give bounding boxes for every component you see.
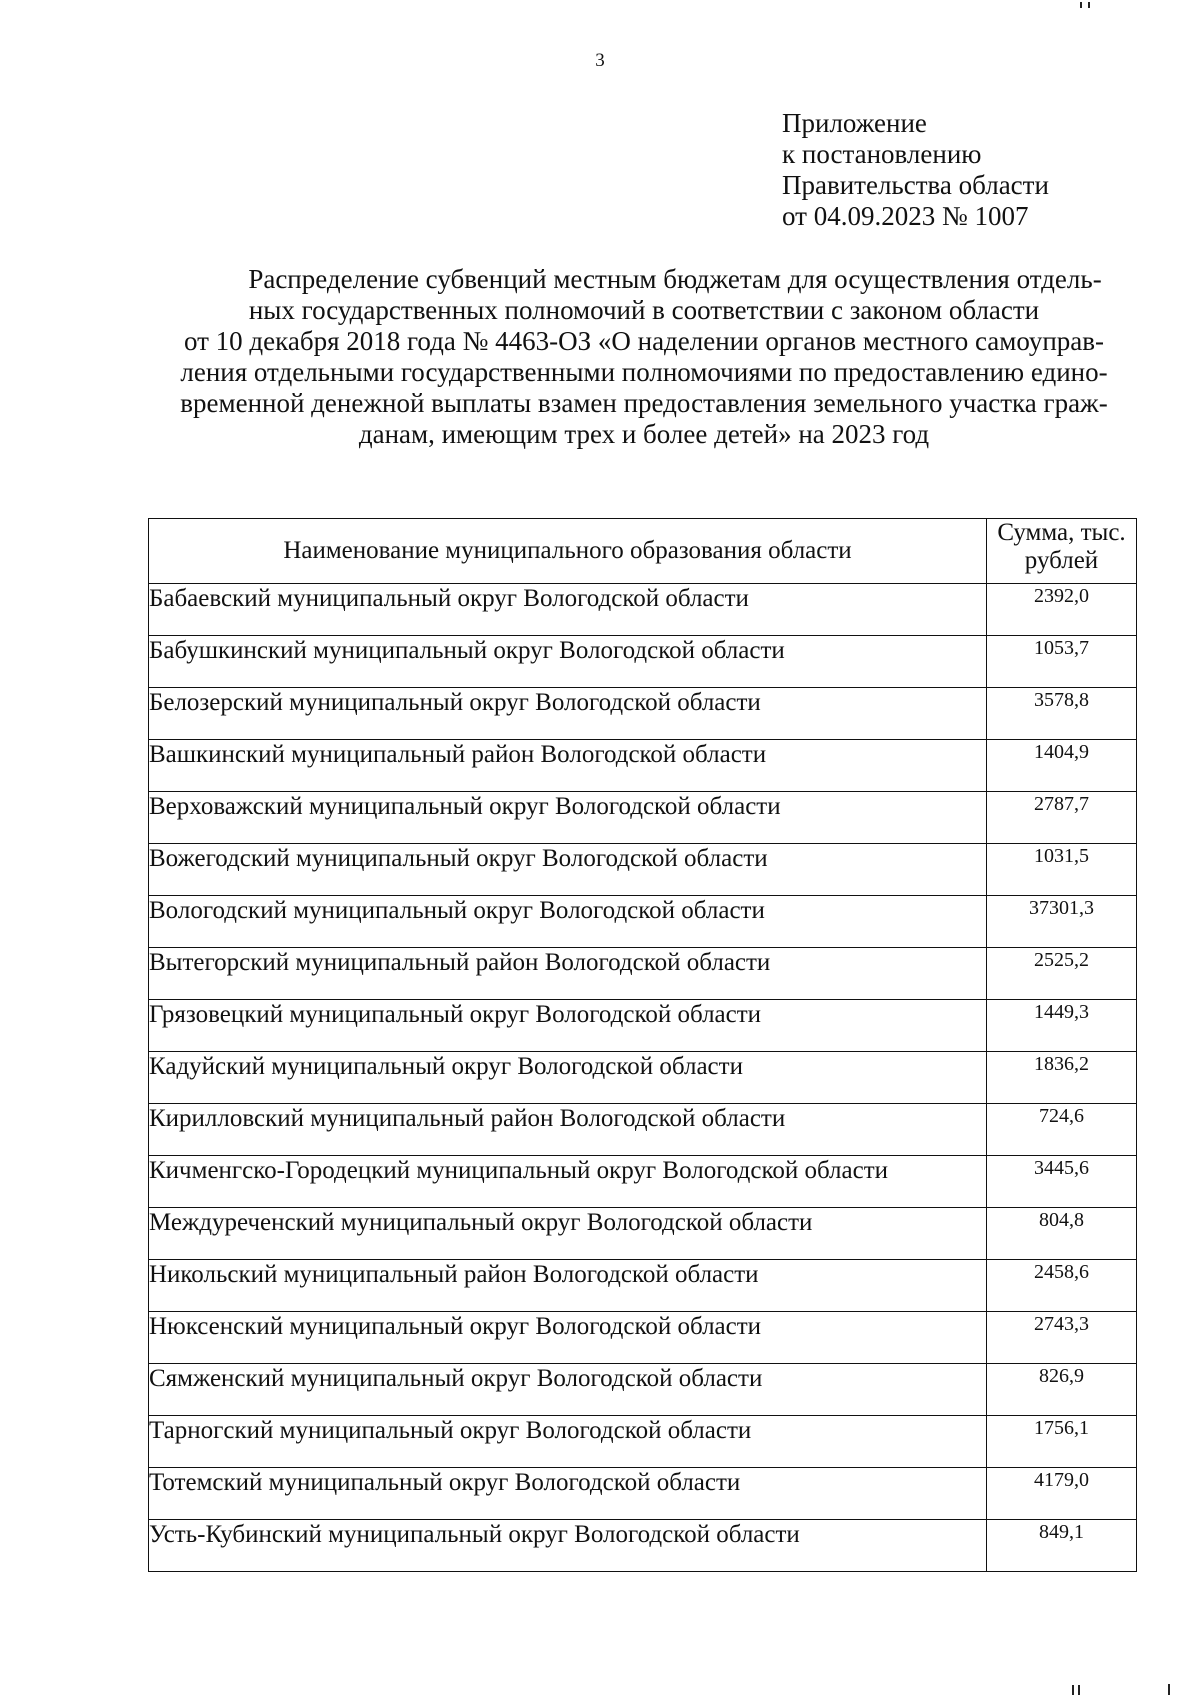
appendix-block — [782, 108, 1049, 232]
subsidy-amount: 1053,7 — [987, 636, 1137, 688]
scan-artifact — [1088, 2, 1090, 8]
subsidy-amount: 1836,2 — [987, 1052, 1137, 1104]
scan-artifact — [1072, 1685, 1074, 1695]
municipality-name: Кирилловский муниципальный район Вологодской области — [149, 1104, 987, 1156]
municipality-name: Тотемский муниципальный округ Вологодской области — [149, 1468, 987, 1520]
table-row — [149, 1520, 1137, 1572]
municipality-name: Сямженский муниципальный округ Вологодской области — [149, 1364, 987, 1416]
subsidy-amount: 1756,1 — [987, 1416, 1137, 1468]
subsidy-amount: 3578,8 — [987, 688, 1137, 740]
municipality-name: Вологодский муниципальный округ Вологодской области — [149, 896, 987, 948]
appendix-line: от 04.09.2023 № 1007 — [782, 201, 1029, 231]
scan-artifact — [1080, 2, 1082, 8]
document-title — [148, 264, 1140, 450]
table-row — [149, 688, 1137, 740]
subsidy-amount: 1449,3 — [987, 1000, 1137, 1052]
subsidy-amount: 3445,6 — [987, 1156, 1137, 1208]
municipality-name: Никольский муниципальный район Вологодской области — [149, 1260, 987, 1312]
municipality-name: Грязовецкий муниципальный округ Вологодской области — [149, 1000, 987, 1052]
subsidy-amount: 1031,5 — [987, 844, 1137, 896]
table-row — [149, 948, 1137, 1000]
municipality-name: Нюксенский муниципальный округ Вологодской области — [149, 1312, 987, 1364]
subsidy-amount: 4179,0 — [987, 1468, 1137, 1520]
municipality-name: Тарногский муниципальный округ Вологодской области — [149, 1416, 987, 1468]
appendix-line: Правительства области — [782, 170, 1049, 200]
municipality-name: Кадуйский муниципальный округ Вологодской области — [149, 1052, 987, 1104]
table-row — [149, 636, 1137, 688]
subsidy-amount: 826,9 — [987, 1364, 1137, 1416]
title-line: Распределение субвенций местным бюджетам для осуществления отдель- — [248, 264, 1102, 294]
municipality-name: Бабаевский муниципальный округ Вологодской области — [149, 584, 987, 636]
municipality-name: Усть-Кубинский муниципальный округ Вологодской области — [149, 1520, 987, 1572]
page-number: 3 — [595, 50, 605, 71]
municipality-name: Кичменгско-Городецкий муниципальный округ Вологодской области — [149, 1156, 987, 1208]
scan-artifact — [1078, 1685, 1080, 1695]
subsidy-amount: 1404,9 — [987, 740, 1137, 792]
header-municipality: Наименование муниципального образования области — [149, 519, 987, 584]
table-row — [149, 1312, 1137, 1364]
header-sum — [987, 519, 1137, 584]
table-row — [149, 1208, 1137, 1260]
subsidy-amount: 37301,3 — [987, 896, 1137, 948]
subsidy-amount: 2458,6 — [987, 1260, 1137, 1312]
appendix-line: к постановлению — [782, 139, 982, 169]
header-sum-line: рублей — [1024, 547, 1099, 574]
table-row — [149, 1416, 1137, 1468]
table-row — [149, 1468, 1137, 1520]
subsidy-amount: 2392,0 — [987, 584, 1137, 636]
table-row — [149, 1104, 1137, 1156]
table-row — [149, 584, 1137, 636]
subsidy-amount: 2743,3 — [987, 1312, 1137, 1364]
municipality-name: Вашкинский муниципальный район Вологодской области — [149, 740, 987, 792]
table-row — [149, 792, 1137, 844]
table-header-row — [149, 519, 1137, 584]
table-row — [149, 1364, 1137, 1416]
municipality-name: Бабушкинский муниципальный округ Вологодской области — [149, 636, 987, 688]
title-line: данам, имеющим трех и более детей» на 2023 год — [358, 419, 930, 449]
subsidy-amount: 849,1 — [987, 1520, 1137, 1572]
municipality-name: Белозерский муниципальный округ Вологодской области — [149, 688, 987, 740]
table-row — [149, 844, 1137, 896]
header-sum-line: Сумма, тыс. — [997, 519, 1126, 546]
subsidy-table — [148, 518, 1137, 1572]
title-line: от 10 декабря 2018 года № 4463-ОЗ «О наделении органов местного самоуправ- — [183, 326, 1104, 356]
subsidy-amount: 804,8 — [987, 1208, 1137, 1260]
municipality-name: Верховажский муниципальный округ Вологодской области — [149, 792, 987, 844]
title-line: временной денежной выплаты взамен предоставления земельного участка граж- — [180, 388, 1108, 418]
table-row — [149, 740, 1137, 792]
subsidy-amount: 2787,7 — [987, 792, 1137, 844]
municipality-name: Междуреченский муниципальный округ Вологодской области — [149, 1208, 987, 1260]
title-line: ных государственных полномочий в соответствии с законом области — [248, 295, 1040, 325]
municipality-name: Вытегорский муниципальный район Вологодской области — [149, 948, 987, 1000]
subsidy-amount: 2525,2 — [987, 948, 1137, 1000]
municipality-name: Вожегодский муниципальный округ Вологодской области — [149, 844, 987, 896]
subsidy-amount: 724,6 — [987, 1104, 1137, 1156]
table-row — [149, 1052, 1137, 1104]
table-row — [149, 1156, 1137, 1208]
appendix-line: Приложение — [782, 108, 927, 138]
scan-artifact — [1168, 1684, 1170, 1695]
table-row — [149, 1000, 1137, 1052]
table-row — [149, 896, 1137, 948]
table-row — [149, 1260, 1137, 1312]
title-line: ления отдельными государственными полномочиями по предоставлению едино- — [180, 357, 1108, 387]
